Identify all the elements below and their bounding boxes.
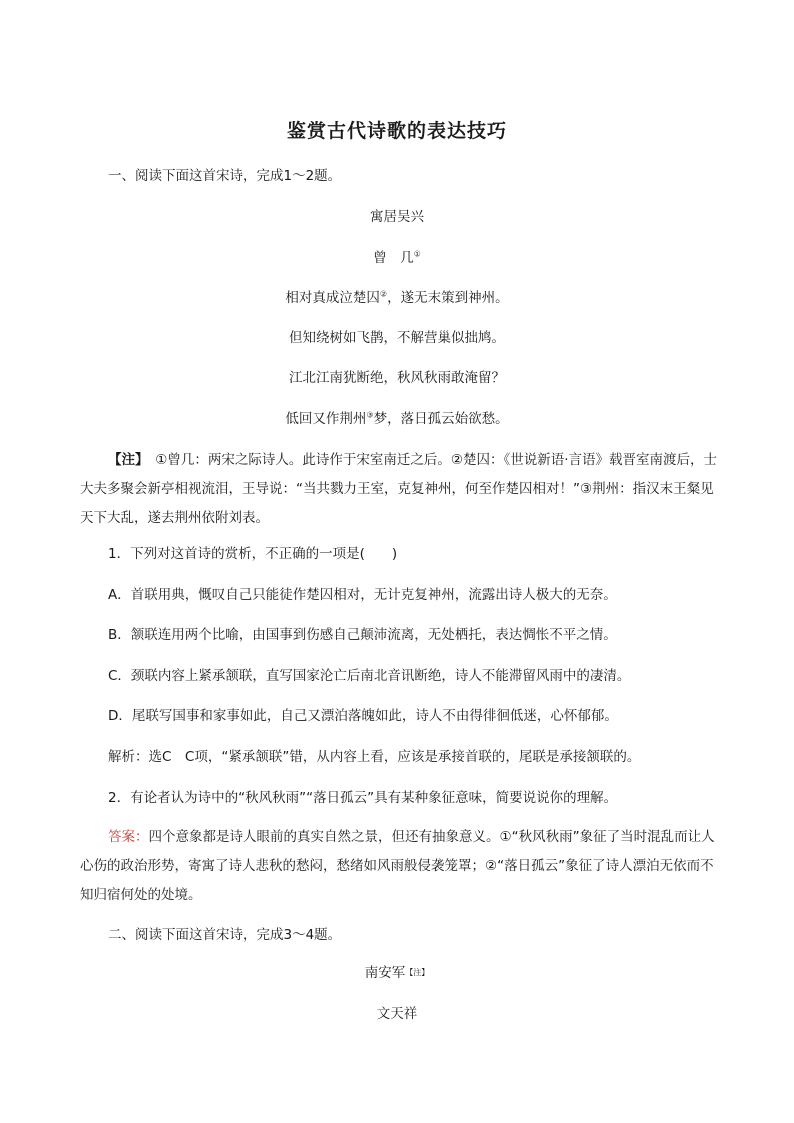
poem1-line-2-a: 但知绕树如飞鹊，不解营巢似拙鸠。: [289, 330, 505, 346]
poem1-author: [0, 248, 794, 268]
poem1-author-name: 曾 几: [373, 250, 414, 266]
analysis-text: 解析：选C C项，“紧承颔联”错，从内容上看，应该是承接首联的，尾联是承接颔联的。: [108, 749, 641, 765]
poem1-author-mark: ①: [413, 249, 421, 259]
poem1-line-1-mark: ②: [379, 289, 388, 299]
poem2-tag: 【注】: [405, 968, 430, 977]
poem1-line-3-a: 江北江南犹断绝，秋风秋雨敢淹留？: [289, 370, 505, 386]
page-title: 鉴赏古代诗歌的表达技巧: [286, 120, 507, 142]
poem1-line-3: [0, 368, 794, 388]
note-text: ①曾几：两宋之际诗人。此诗作于宋室南迁之后。②楚囚：《世说新语·言语》载晋室南渡后，士大夫多聚会新亭相视流泪，王导说：“当共戮力王室，克复神州，何至作楚囚相对！”③荆州：指汉末王粲见天下大乱，遂去荆州依附刘表。: [80, 452, 717, 526]
section1-heading: 一、阅读下面这首宋诗，完成1～2题。: [108, 168, 342, 184]
poem1-line-4-mark: ③: [366, 410, 374, 420]
poem1-line-2: [0, 328, 794, 348]
poem2-title: [0, 963, 794, 983]
poem1-title: 寓居吴兴: [370, 209, 424, 225]
question-1: 1．下列对这首诗的赏析，不正确的一项是( ): [108, 546, 398, 562]
poem1-line-1-a: 相对真成泣楚囚: [285, 290, 380, 306]
answer-block: [80, 823, 720, 910]
poem2-author: 文天祥: [376, 1006, 418, 1022]
answer-label: 答案：: [108, 829, 149, 845]
poem1-line-1: [0, 288, 794, 308]
option-d: D．尾联写国事和家事如此，自己又漂泊落魄如此，诗人不由得徘徊低迷，心怀郁郁。: [108, 708, 618, 724]
question-2: 2．有论者认为诗中的“秋风秋雨”“落日孤云”具有某种象征意味，简要说说你的理解。: [108, 790, 618, 806]
option-a: A．首联用典，慨叹自己只能徒作楚囚相对，无计克复神州，流露出诗人极大的无奈。: [108, 587, 617, 603]
poem1-note: [80, 446, 720, 533]
poem1-line-1-b: ，遂无末策到神州。: [387, 290, 509, 306]
option-b: B．颔联连用两个比喻，由国事到伤感自己颠沛流离，无处栖托，表达惆怅不平之情。: [108, 627, 617, 643]
note-label: 【注】: [108, 452, 142, 468]
poem1-line-4: [0, 409, 794, 429]
poem1-line-4-a: 低回又作荆州: [285, 411, 367, 427]
section2-heading: 二、阅读下面这首宋诗，完成3～4题。: [108, 927, 342, 943]
poem1-line-4-b: 梦，落日孤云始欲愁。: [373, 411, 509, 427]
answer-text: 四个意象都是诗人眼前的真实自然之景，但还有抽象意义。①“秋风秋雨”象征了当时混乱而让人心伤的政治形势，寄寓了诗人悲秋的愁闷，愁绪如风雨般侵袭笼罩；②“落日孤云”象征了诗人漂泊无依而不知归宿何处的处境。: [80, 829, 715, 903]
option-c: C．颈联内容上紧承颔联，直写国家沦亡后南北音讯断绝，诗人不能滞留风雨中的凄清。: [108, 668, 631, 684]
poem2-title-text: 南安军: [364, 965, 406, 981]
